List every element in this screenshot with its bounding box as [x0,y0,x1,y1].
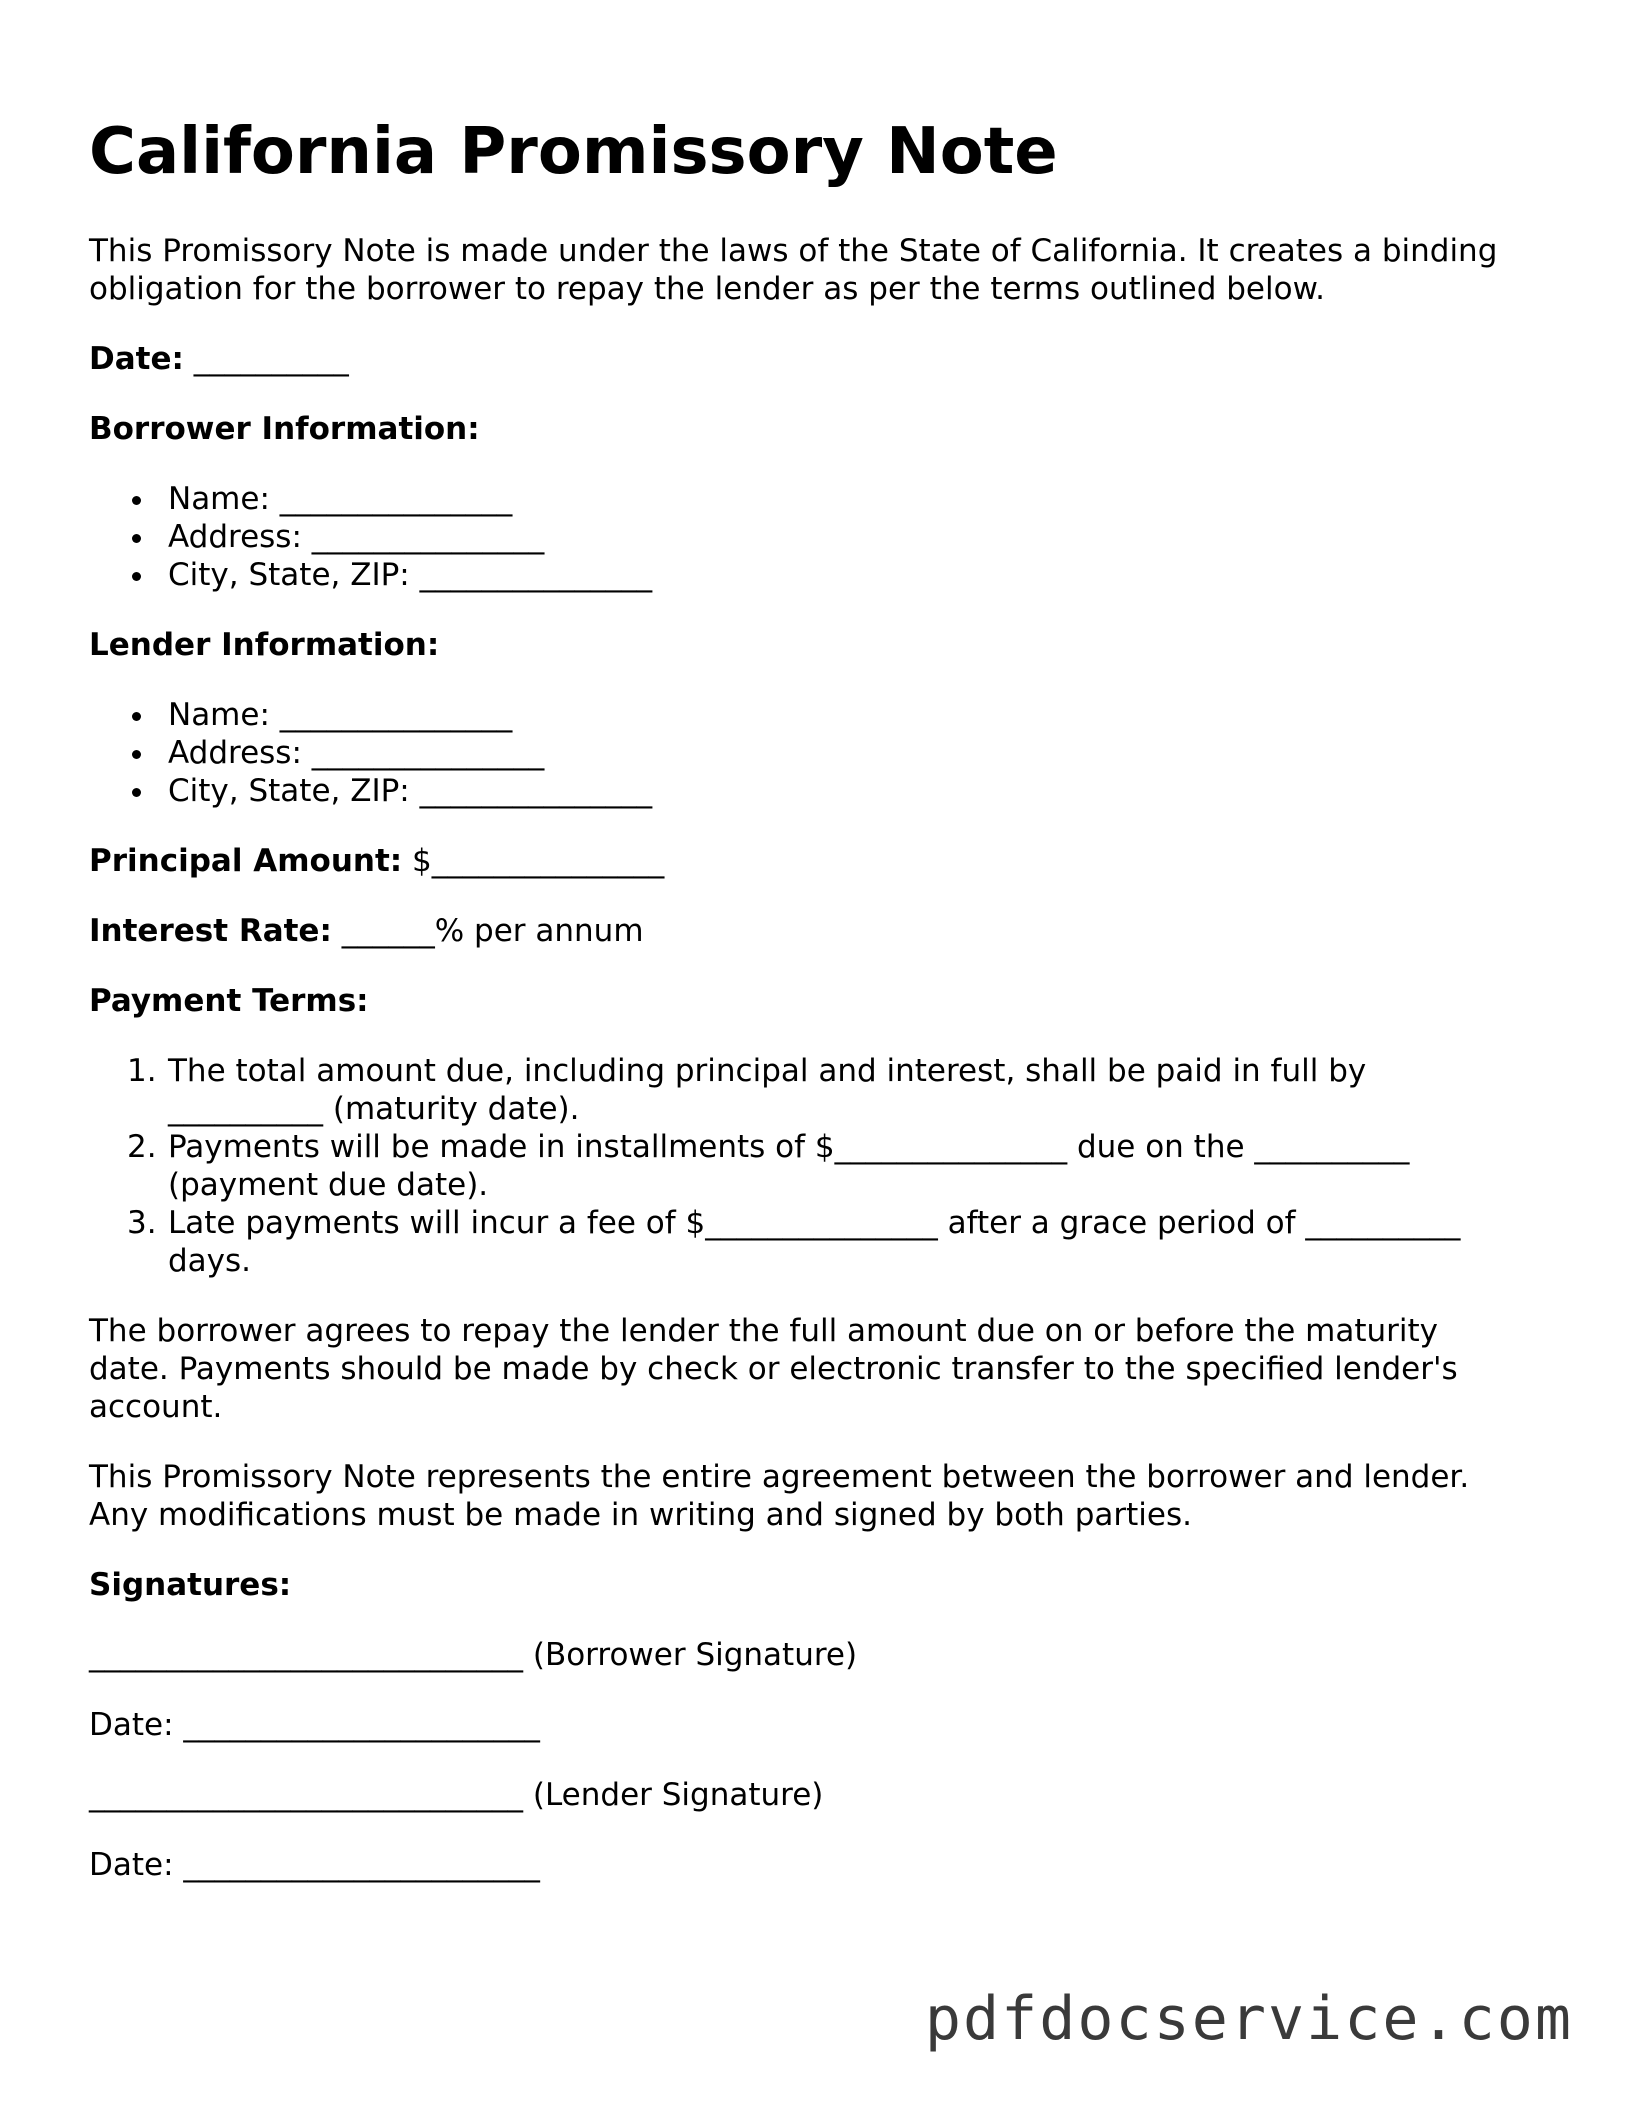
borrower-signature-date: Date: _______________________ [89,1707,540,1743]
list-item: 3. Late payments will incur a fee of $_______________ after a grace period of __________ days. [127,1205,1461,1279]
lender-signature-line: ____________________________ (Lender Signature) [89,1777,824,1813]
lender-list [89,696,652,810]
principal-field [89,842,664,880]
list-item: City, State, ZIP: _______________ [89,772,652,810]
interest-blank: ______% per annum [341,913,644,949]
list-item: 2. Payments will be made in installments of $_______________ due on the __________ (payment due date). [127,1129,1410,1203]
interest-label: Interest Rate: [89,913,332,949]
watermark-text: pdfdocservice.com [924,1984,1573,2054]
intro-line: obligation for the borrower to repay the lender as per the terms outlined below. [89,271,1325,307]
list-item: Name: _______________ [89,696,652,734]
bullet-icon [132,712,141,721]
bullet-icon [132,788,141,797]
bullet-icon [132,572,141,581]
lender-signature-date: Date: _______________________ [89,1847,540,1883]
bullet-icon [132,496,141,505]
borrower-signature-line: ____________________________ (Borrower Signature) [89,1637,858,1673]
intro-line: This Promissory Note is made under the laws of the State of California. It creates a binding [89,233,1498,269]
date-label: Date: [89,341,184,377]
agreement-paragraph: The borrower agrees to repay the lender the full amount due on or before the maturity date. Payments should be made by check or electronic transfer to the specified lender's account. [89,1313,1458,1425]
principal-label: Principal Amount: [89,843,403,879]
document-title: California Promissory Note [89,115,1058,189]
list-item: Name: _______________ [89,480,652,518]
list-item: Address: _______________ [89,734,652,772]
borrower-list [89,480,652,594]
principal-blank: $_______________ [412,843,665,879]
date-field [89,340,349,378]
bullet-icon [132,750,141,759]
list-item: 1. The total amount due, including principal and interest, shall be paid in full by __________ (maturity date). [127,1053,1367,1127]
payment-terms-list [89,1052,1460,1280]
entire-agreement-paragraph: This Promissory Note represents the entire agreement between the borrower and lender. Any modifications must be made in writing and signed by both parties. [89,1459,1470,1533]
date-blank: __________ [193,341,349,377]
list-number: 2. [127,1129,157,1165]
list-item: Address: _______________ [89,518,652,556]
list-number: 1. [127,1053,157,1089]
borrower-heading: Borrower Information: [89,411,480,447]
list-item: City, State, ZIP: _______________ [89,556,652,594]
intro-paragraph [89,232,1497,308]
interest-field [89,912,644,950]
list-number: 3. [127,1205,157,1241]
signatures-heading: Signatures: [89,1567,292,1603]
lender-heading: Lender Information: [89,627,440,663]
bullet-icon [132,534,141,543]
payment-terms-heading: Payment Terms: [89,983,369,1019]
